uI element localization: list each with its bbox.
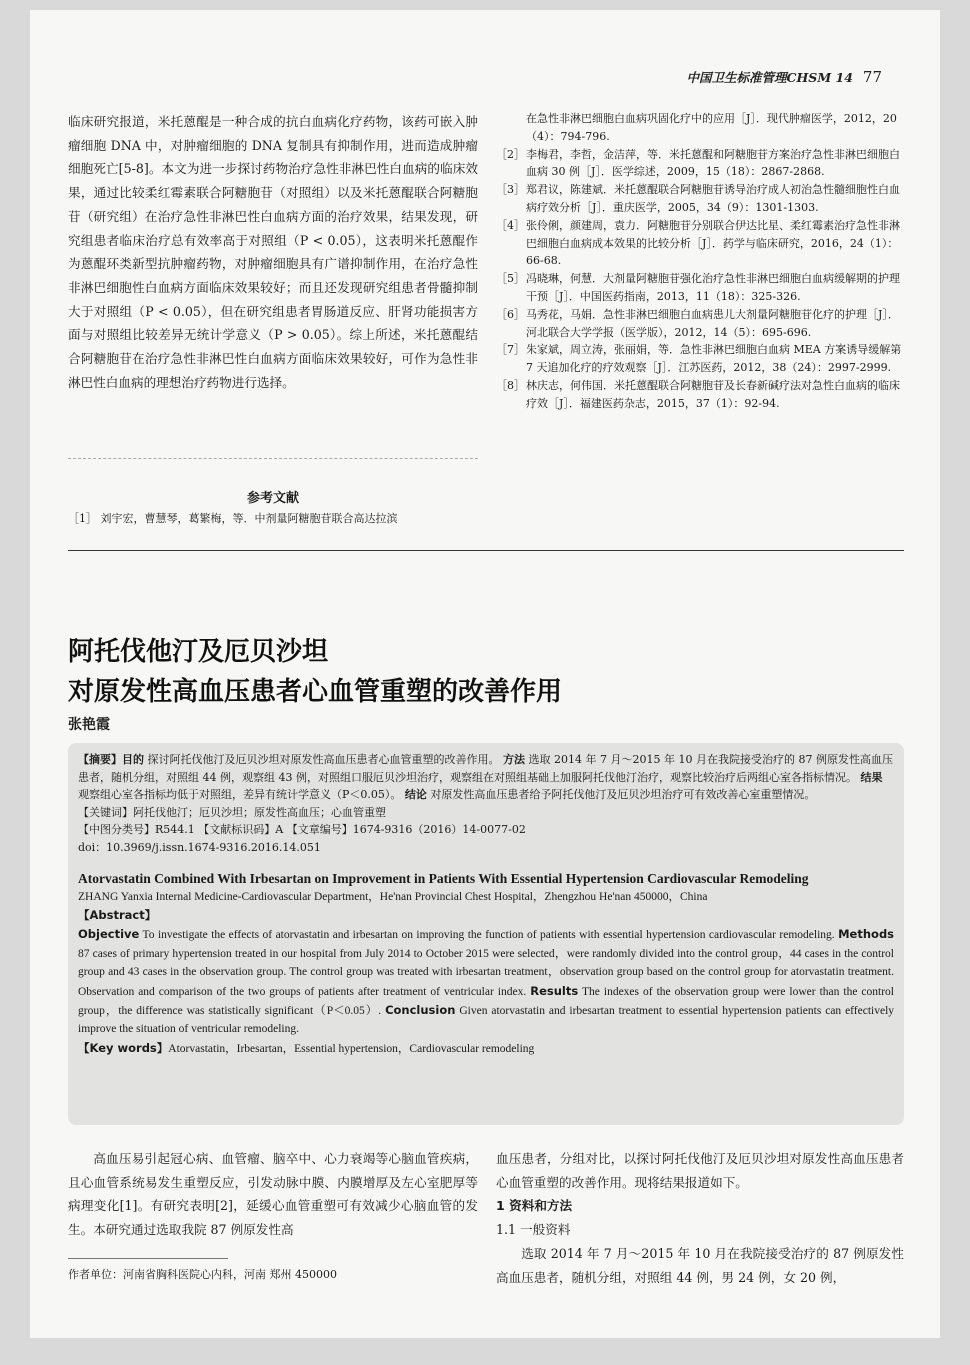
left-column-text: 临床研究报道，米托蒽醌是一种合成的抗白血病化疗药物，该药可嵌入肿瘤细胞 DNA 中，对肿瘤细胞的 DNA 复制具有抑制作用，进而造成肿瘤细胞死亡[5-8]。本文为进一步探讨药物治疗急性非淋巴性白血病的临床效果，通过比较柔红霉素联合阿糖胞苷（对照组）以及米托蒽醌联合阿糖胞苷（研究组）在治疗急性非淋巴性白血病方面的治疗效果，结果发现，研究组患者临床治疗总有效率高于对照组（P < 0.05），这表明米托蒽醌作为蒽醌环类新型抗肿瘤药物，对肿瘤细胞具有广谱抑制作用，在治疗急性非淋巴细胞性白血病方面临床效果较好；而且还发现研究组患者骨髓抑制大于对照组（P < 0.05），但在研究组患者胃肠道反应、肝肾功能损害方面与对照组比较差异无统计学意义（P > 0.05）。综上所述，米托蒽醌结合阿糖胞苷在治疗急性非淋巴性白血病方面临床效果较好，可作为急性非淋巴性白血病的理想治疗药物进行选择。 [68, 114, 478, 390]
results-text: 观察组心室各指标均低于对照组，差异有统计学意义（P＜0.05）。 [78, 788, 402, 801]
body-left: 高血压易引起冠心病、血管瘤、脑卒中、心力衰竭等心脑血管疾病，且心血管系统易发生重塑反应，引发动脉中膜、内膜增厚及左心室肥厚等病理变化[1]。有研究表明[2]，延缓心血管重塑可有效减少心脑血管的发生。本研究通过选取我院 87 例原发性高 [68, 1151, 478, 1238]
article-title [68, 632, 562, 712]
conclusion-text: 对原发性高血压患者给予阿托伐他汀及厄贝沙坦治疗可有效改善心室重塑情况。 [430, 788, 816, 801]
english-abstract-label: 【Abstract】 [78, 907, 157, 922]
reference-item [496, 181, 904, 217]
reference-text: 冯晓琳，何慧．大剂量阿糖胞苷强化治疗急性非淋巴细胞白血病缓解期的护理干预［J］．中国医药指南，2013，11（18）：325-326. [526, 272, 900, 303]
divider [68, 458, 478, 459]
reference-number: ［4］ [496, 218, 525, 232]
journal-name: 中国卫生标准管理CHSM 14 [686, 70, 853, 85]
body-right-paragraph-1: 血压患者，分组对比，以探讨阿托伐他汀及厄贝沙坦对原发性高血压患者心血管重塑的改善作用。现将结果报道如下。 [496, 1151, 904, 1190]
article-separator [68, 550, 904, 551]
reference-item [496, 270, 904, 306]
conclusion-label: 结论 [404, 788, 427, 801]
reference-1: ［1］ 刘宇宏，曹慧琴，葛繁梅，等．中剂量阿糖胞苷联合高达拉滨 [68, 512, 398, 525]
reference-number: ［3］ [496, 183, 525, 197]
reference-number: ［5］ [496, 272, 525, 286]
reference-item [496, 217, 904, 270]
footnote-rule [68, 1258, 228, 1259]
reference-items [496, 146, 904, 413]
english-keywords: 【Key words】Atorvastatin，Irbesartan，Essential hypertension，Cardiovascular remodeling [78, 1040, 535, 1055]
reference-text: 马秀花，马娟．急性非淋巴细胞白血病患儿大剂量阿糖胞苷化疗的护理［J］．河北联合大学学报（医学版），2012，14（5）：695-696. [526, 307, 899, 339]
title-line-1: 阿托伐他汀及厄贝沙坦 [68, 637, 329, 667]
reference-number: ［8］ [496, 378, 525, 392]
abstract-box [68, 743, 904, 1125]
references-heading: 参考文献 [246, 491, 299, 506]
title-line-2: 对原发性高血压患者心血管重塑的改善作用 [68, 677, 563, 707]
affiliation-footnote: 作者单位：河南省胸科医院心内科，河南 郑州 450000 [68, 1268, 337, 1281]
abstract-cn [78, 751, 894, 804]
reference-item [496, 341, 904, 377]
reference-text: 张伶俐，颜建周，袁力．阿糖胞苷分别联合伊达比星、柔红霉素治疗急性非淋巴细胞白血病成本效果的比较分析［J］．药学与临床研究，2016，24（1）：66-68. [526, 218, 900, 268]
reference-1-continued: 在急性非淋巴细胞白血病巩固化疗中的应用［J］．现代肿瘤医学，2012，20（4）：794-796. [526, 112, 897, 143]
methods-label: 方法 [503, 753, 525, 766]
section-heading-1: 1 资料和方法 [496, 1198, 573, 1214]
reference-item [496, 146, 904, 182]
reference-text: 朱家斌，周立涛，张丽娟，等．急性非淋巴细胞白血病 MEA 方案诱导缓解第 7 天追加化疗的疗效观察［J］．江苏医药，2012，38（24）：2997-2999. [526, 343, 902, 375]
english-author: ZHANG Yanxia Internal Medicine-Cardiovascular Department，He'nan Provincial Chest Hospital，Zhengzhou He'nan 450000，China [78, 890, 708, 903]
body-right [496, 1147, 904, 1289]
results-label: 结果 [860, 770, 883, 784]
running-header [687, 68, 882, 86]
english-abstract: Objective To investigate the effects of atorvastatin and irbesartan on improving the function of patients with essential hypertension cardiovascular remodeling. Methods 87 cases of primary hypertension treated in our hospital from July 2014 to October 2015 were selected，were randomly divided into the control group，44 cases in the control group and 43 cases in the observation group. The control group was treated with irbesartan treatment，observation group based on the control group for atorvastatin treatment. Observation and comparison of the two groups of patients after treatment of ventricular index. Results The indexes of the observation group were lower than the control group，the difference was statistically significant（P＜0.05）. Conclusion Given atorvastatin and irbesartan treatment to essential hypertension patients can effectively improve the situation of ventricular remodeling. [78, 927, 895, 1036]
reference-text: 李梅君，李哲，金洁萍，等．米托蒽醌和阿糖胞苷方案治疗急性非淋巴细胞白血病 30 例［J］．医学综述，2009，15（18）：2867-2868. [526, 147, 900, 179]
reference-list-continued [496, 110, 904, 413]
classification: 【中图分类号】R544.1 【文献标识码】A 【文章编号】1674-9316（2016）14-0077-02 [78, 823, 526, 836]
objective-text: 探讨阿托伐他汀及厄贝沙坦对原发性高血压患者心血管重塑的改善作用。 [147, 753, 500, 766]
body-right-paragraph-2: 选取 2014 年 7 月～2015 年 10 月在我院接受治疗的 87 例原发性高血压患者，随机分组，对照组 44 例，男 24 例，女 20 例， [496, 1245, 904, 1285]
reference-item [496, 377, 904, 413]
abstract-label: 【摘要】 [78, 753, 122, 766]
doi: doi：10.3969/j.issn.1674-9316.2016.14.051 [78, 840, 321, 854]
objective-label: 目的 [122, 753, 144, 766]
reference-number: ［7］ [496, 343, 525, 357]
reference-text: 郑君议，陈建斌．米托蒽醌联合阿糖胞苷诱导治疗成人初治急性髓细胞性白血病疗效分析［J］．重庆医学，2005，34（9）：1301-1303. [526, 183, 900, 214]
page-number: 77 [862, 68, 882, 86]
author: 张艳霞 [68, 717, 110, 733]
keywords-cn: 【关键词】阿托伐他汀；厄贝沙坦；原发性高血压；心血管重塑 [78, 805, 386, 819]
reference-text: 林庆志，何伟国．米托蒽醌联合阿糖胞苷及长春新碱疗法对急性白血病的临床疗效［J］．福建医药杂志，2015，37（1）：92-94. [526, 378, 900, 410]
methods-text: 选取 2014 年 7 月～2015 年 10 月在我院接受治疗的 87 例原发性高血压患者，随机分组，对照组 44 例，观察组 43 例，对照组口服厄贝沙坦治疗，观察组在对照组基础上加服阿托伐他汀治疗，观察比较治疗后两组心室各指标情况。 [78, 753, 893, 784]
reference-item [496, 306, 904, 342]
section-heading-1-1: 1.1 一般资料 [496, 1222, 571, 1238]
english-title: Atorvastatin Combined With Irbesartan on Improvement in Patients With Essential Hypertension Cardiovascular Remodeling [78, 871, 809, 886]
reference-number: ［6］ [496, 307, 525, 321]
journal-page [30, 10, 940, 1338]
reference-number: ［2］ [496, 147, 525, 161]
